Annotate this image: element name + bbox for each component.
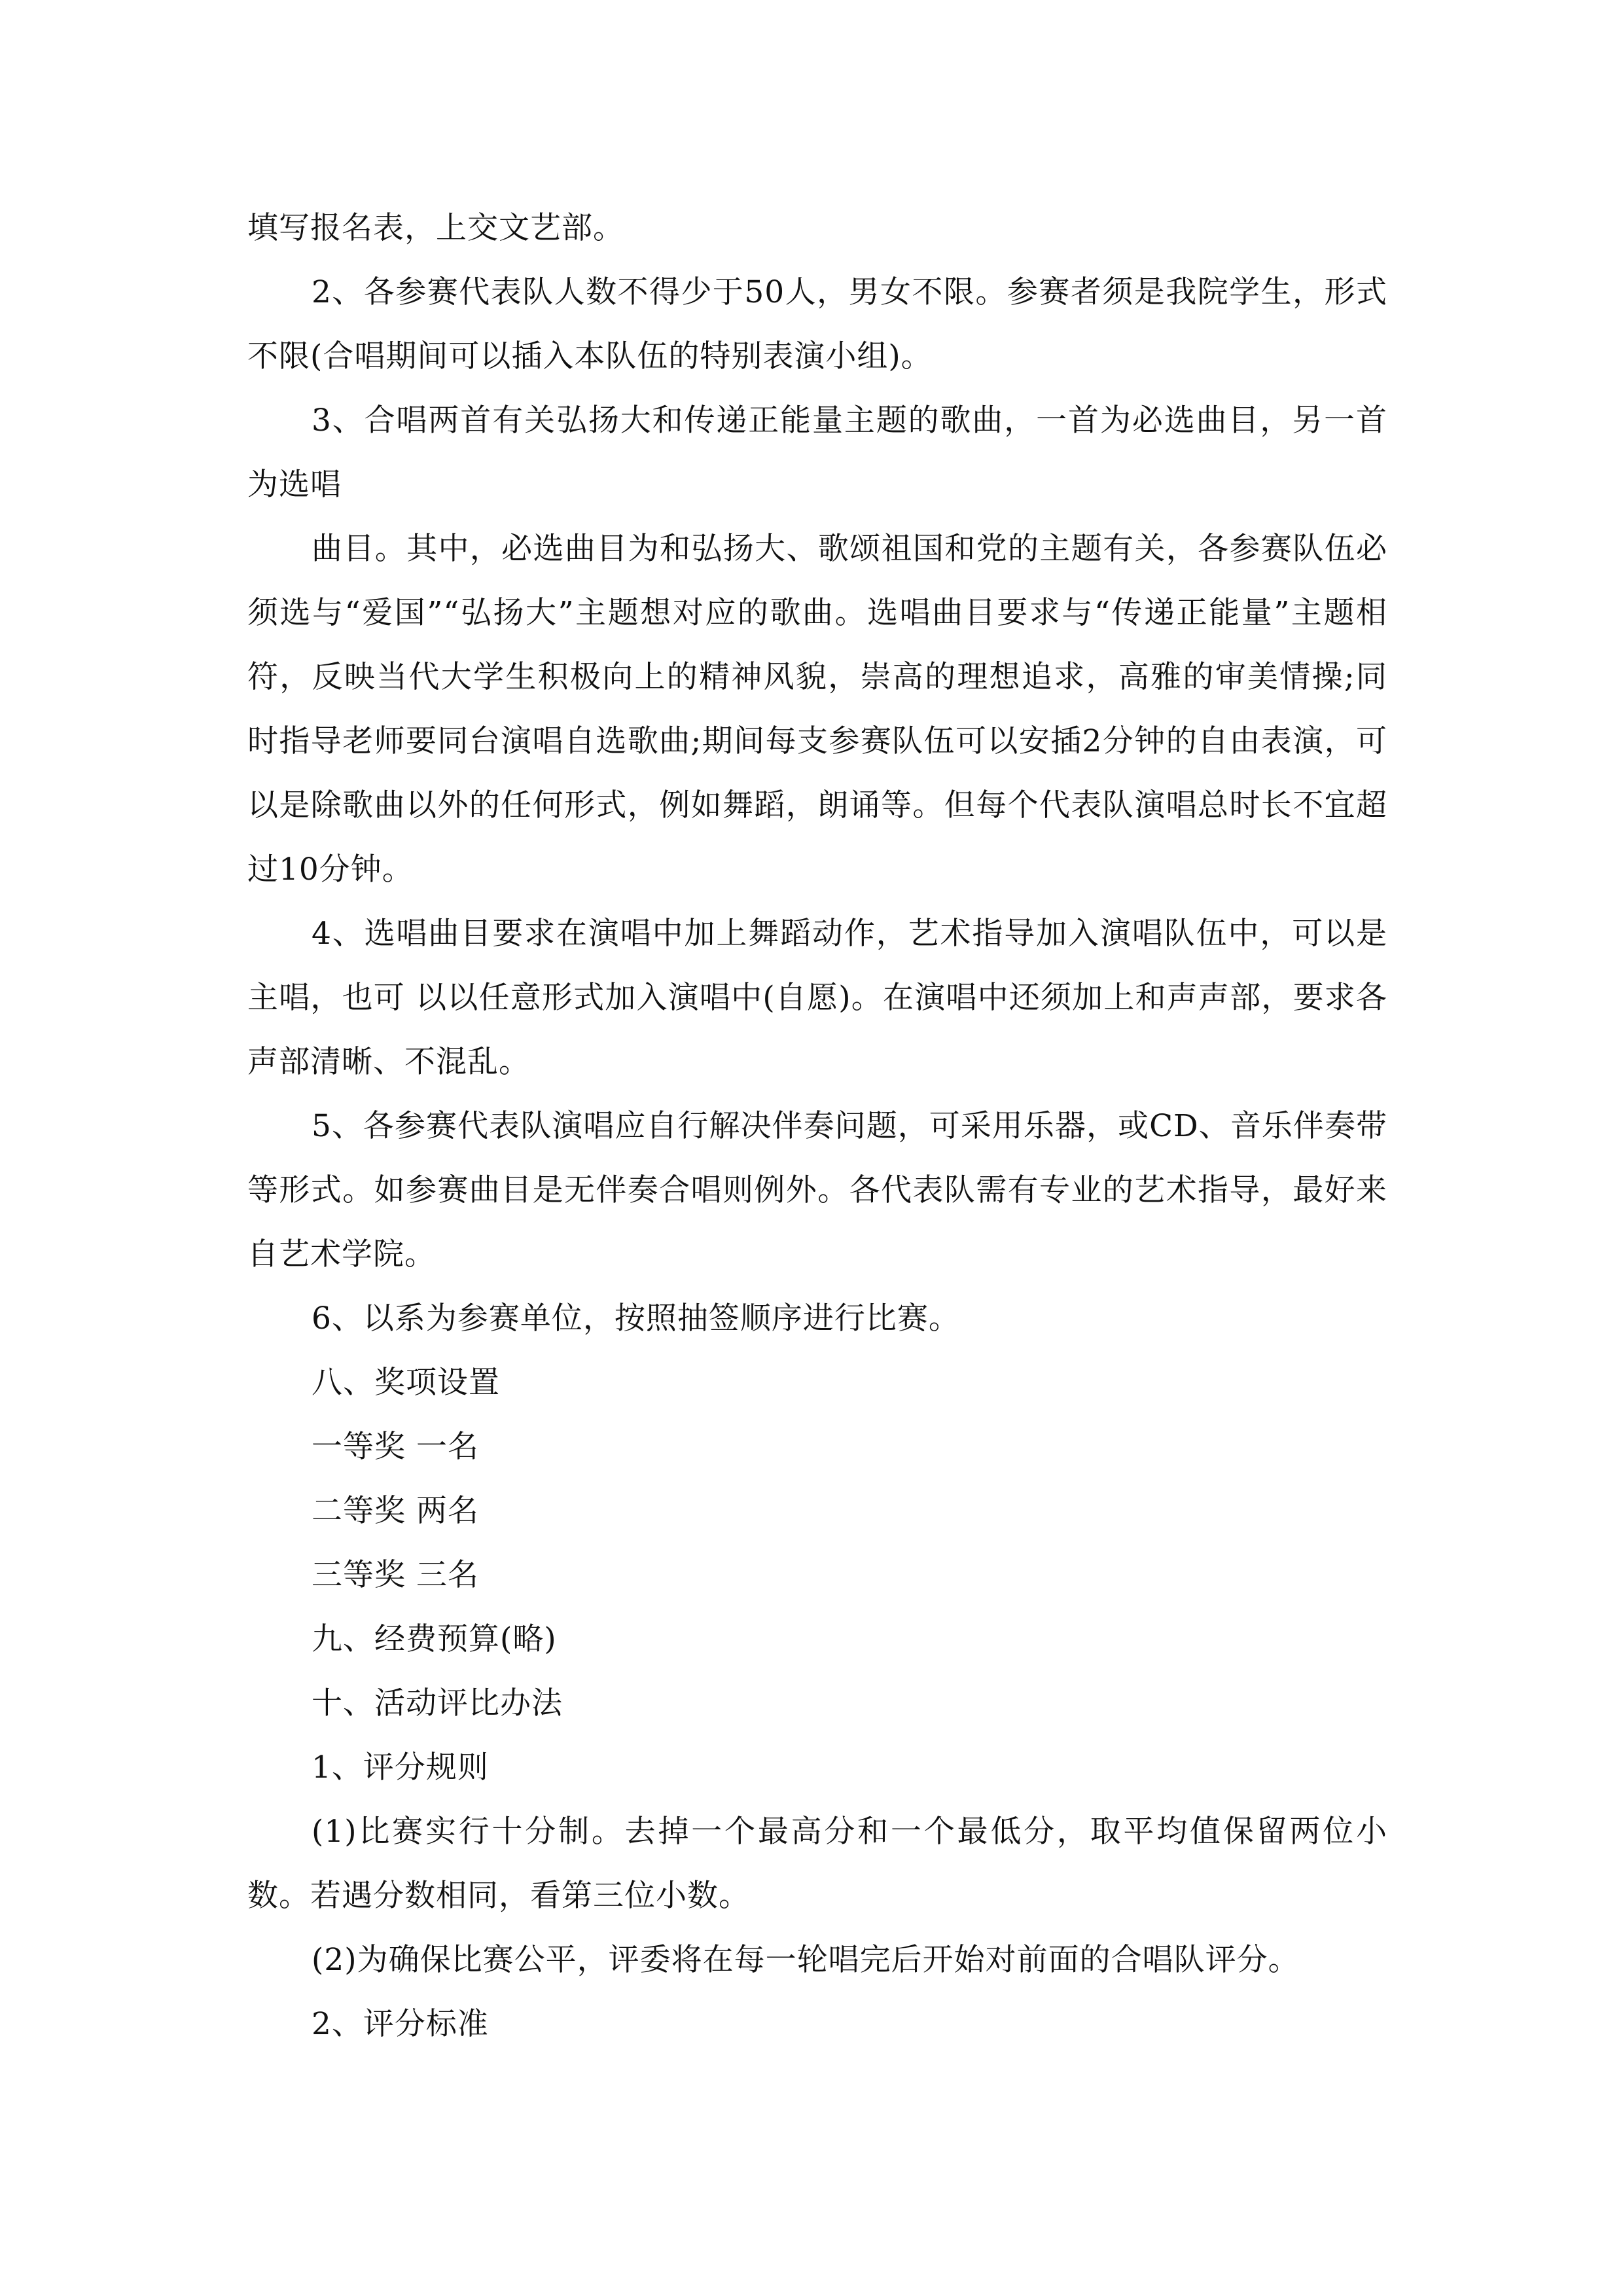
paragraph-rule-4-dance: 4、选唱曲目要求在演唱中加上舞蹈动作，艺术指导加入演唱队伍中，可以是主唱，也可 以以任意形式加入演唱中(自愿)。在演唱中还须加上和声声部，要求各声部清晰、不混乱。 [247,916,1387,1080]
paragraph-rule-3-songs: 3、合唱两首有关弘扬大和传递正能量主题的歌曲，一首为必选曲目，另一首为选唱 [247,403,1387,503]
subheading-scoring-criteria: 2、评分标准 [312,2006,489,2042]
award-third-prize: 三等奖 三名 [312,1557,479,1593]
award-first-prize: 一等奖 一名 [312,1429,479,1465]
award-second-prize: 二等奖 两名 [312,1493,479,1529]
section-heading-awards: 八、奖项设置 [312,1365,500,1401]
paragraph-rule-6-order: 6、以系为参赛单位，按照抽签顺序进行比赛。 [312,1300,960,1336]
paragraph-rule-2-team-size: 2、各参赛代表队人数不得少于50人，男女不限。参赛者须是我院学生，形式不限(合唱期间可以插入本队伍的特别表演小组)。 [247,274,1387,374]
section-heading-budget: 九、经费预算(略) [312,1621,557,1657]
document-body [247,196,1387,2056]
paragraph-rule-3-song-details: 曲目。其中，必选曲目为和弘扬大、歌颂祖国和党的主题有关，各参赛队伍必须选与“爱国”“弘扬大”主题想对应的歌曲。选唱曲目要求与“传递正能量”主题相符，反映当代大学生积极向上的精神风貌，崇高的理想追求，高雅的审美情操;同时指导老师要同台演唱自选歌曲;期间每支参赛队伍可以安插2分钟的自由表演，可以是除歌曲以外的任何形式，例如舞蹈，朗诵等。但每个代表队演唱总时长不宜超过10分钟。 [247,531,1387,888]
paragraph-scoring-rule-1: (1)比赛实行十分制。去掉一个最高分和一个最低分，取平均值保留两位小数。若遇分数相同，看第三位小数。 [247,1814,1387,1914]
paragraph-rule-5-accompaniment: 5、各参赛代表队演唱应自行解决伴奏问题，可采用乐器，或CD、音乐伴奏带等形式。如参赛曲目是无伴奏合唱则例外。各代表队需有专业的艺术指导，最好来自艺术学院。 [247,1108,1387,1272]
paragraph-scoring-rule-2: (2)为确保比赛公平，评委将在每一轮唱完后开始对前面的合唱队评分。 [312,1942,1300,1978]
subheading-scoring-rules: 1、评分规则 [312,1749,489,1785]
section-heading-evaluation: 十、活动评比办法 [312,1685,563,1721]
paragraph-registration-form: 填写报名表，上交文艺部。 [247,210,624,246]
